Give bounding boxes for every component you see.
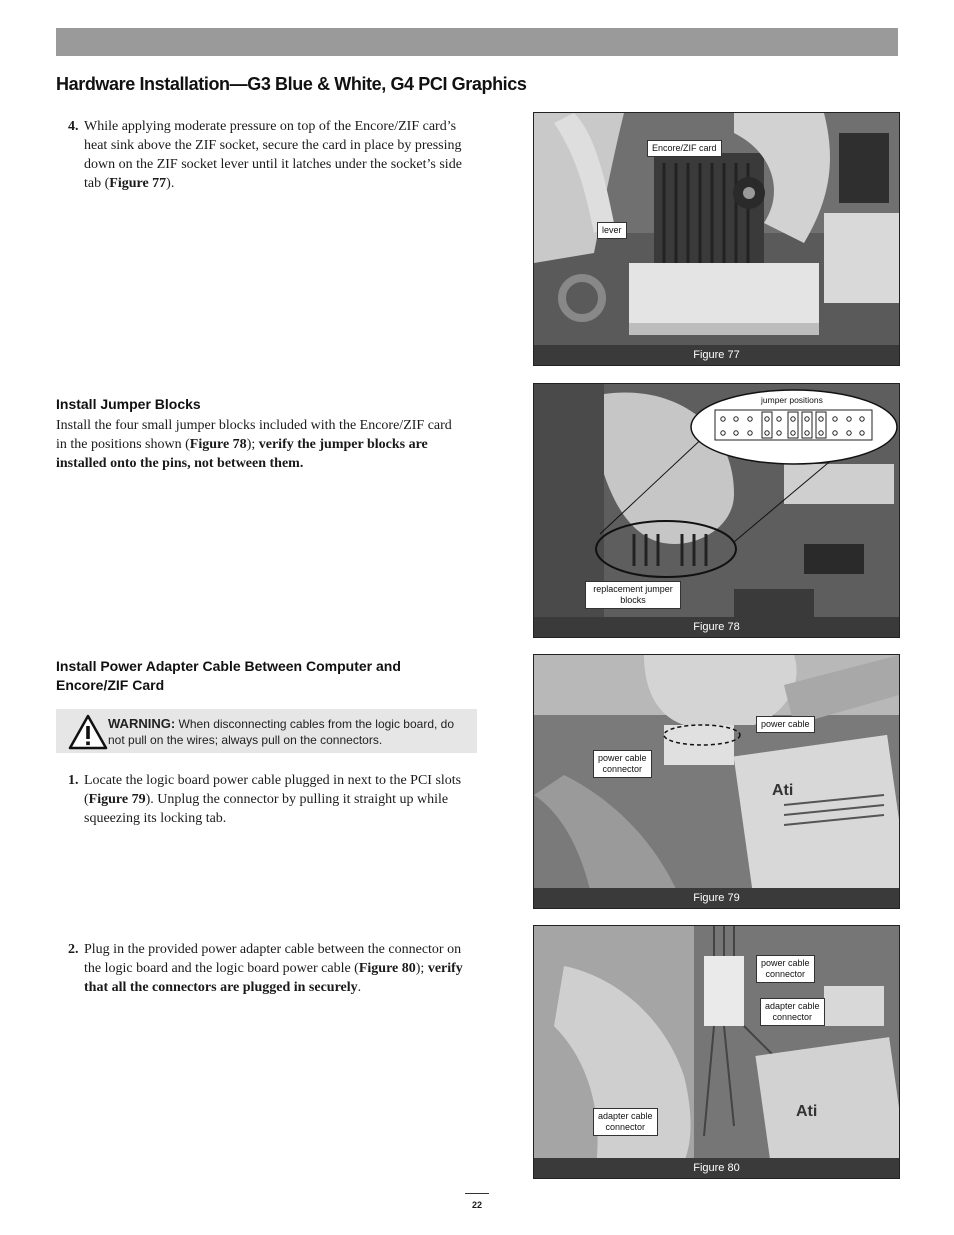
- callout-encore-zif-card: Encore/ZIF card: [647, 140, 722, 157]
- figure-79: [533, 654, 900, 909]
- figure-80: [533, 925, 900, 1179]
- figure-79-caption: Figure 79: [534, 888, 899, 908]
- figure-77: [533, 112, 900, 366]
- figure-80-photo: [534, 926, 899, 1178]
- step-2: [56, 940, 476, 997]
- figure-78: [533, 383, 900, 638]
- warning-text: WARNING: When disconnecting cables from the logic board, do not pull on the wires; always pull on the connectors.: [108, 716, 455, 747]
- figure-reference: Figure 80: [358, 961, 416, 976]
- step-number: 1.: [68, 773, 79, 788]
- callout-power-cable-connector: power cable connector: [593, 750, 652, 778]
- callout-power-cable-connector: power cable connector: [756, 955, 815, 983]
- step-text: Plug in the provided power adapter cable between the connector on the logic board and the logic board power cable (Figure 80); verify that all the connectors are plugged in securely.: [84, 942, 463, 995]
- page-title: Hardware Installation—G3 Blue & White, G4 PCI Graphics: [56, 74, 527, 94]
- callout-replacement-jumper-blocks: replacement jumper blocks: [585, 581, 681, 609]
- warning-triangle-icon: [68, 714, 108, 750]
- jumper-verify-note: verify the jumper blocks are installed onto the pins, not between them.: [56, 437, 428, 471]
- jumper-instructions: Install the four small jumper blocks included with the Encore/ZIF card in the positions shown (Figure 78); verify the jumper blocks are installed onto the pins, not between them.: [56, 418, 452, 471]
- warning-label: WARNING:: [108, 716, 176, 731]
- step-text: While applying moderate pressure on top of the Encore/ZIF card’s heat sink above the ZIF socket, secure the card in place by pressing down on the ZIF socket lever until it latches under the socket’s side tab (Figure 77).: [84, 119, 462, 191]
- step-number: 2.: [68, 942, 79, 957]
- callout-adapter-cable-connector-bottom: adapter cable connector: [593, 1108, 658, 1136]
- figure-78-caption: Figure 78: [534, 617, 899, 637]
- warning-box: [56, 709, 477, 753]
- figure-reference: Figure 79: [88, 792, 146, 807]
- page-number-rule: [465, 1193, 489, 1194]
- section-heading-power: Install Power Adapter Cable Between Computer and Encore/ZIF Card: [56, 658, 401, 693]
- svg-text:Ati: Ati: [772, 782, 794, 799]
- figure-80-caption: Figure 80: [534, 1158, 899, 1178]
- step-text: Locate the logic board power cable plugged in next to the PCI slots (Figure 79). Unplug the connector by pulling it straight up while squeezing its locking tab.: [84, 773, 462, 826]
- step-number: 4.: [68, 119, 79, 134]
- figure-reference: Figure 78: [189, 437, 247, 452]
- callout-lever: lever: [597, 222, 627, 239]
- connector-verify-note: verify that all the connectors are plugged in securely: [84, 961, 463, 995]
- figure-reference: Figure 77: [109, 176, 167, 191]
- callout-adapter-cable-connector-top: adapter cable connector: [760, 998, 825, 1026]
- header-bar: [56, 28, 898, 56]
- step-1: [56, 771, 476, 828]
- step-4: [56, 117, 476, 193]
- section-heading-jumper: Install Jumper Blocks: [56, 396, 201, 412]
- svg-text:Ati: Ati: [796, 1103, 818, 1120]
- callout-power-cable: power cable: [756, 716, 815, 733]
- callout-jumper-positions: jumper positions: [761, 395, 823, 405]
- figure-79-photo: [534, 655, 899, 908]
- figure-77-caption: Figure 77: [534, 345, 899, 365]
- page-number: 22: [471, 1200, 482, 1210]
